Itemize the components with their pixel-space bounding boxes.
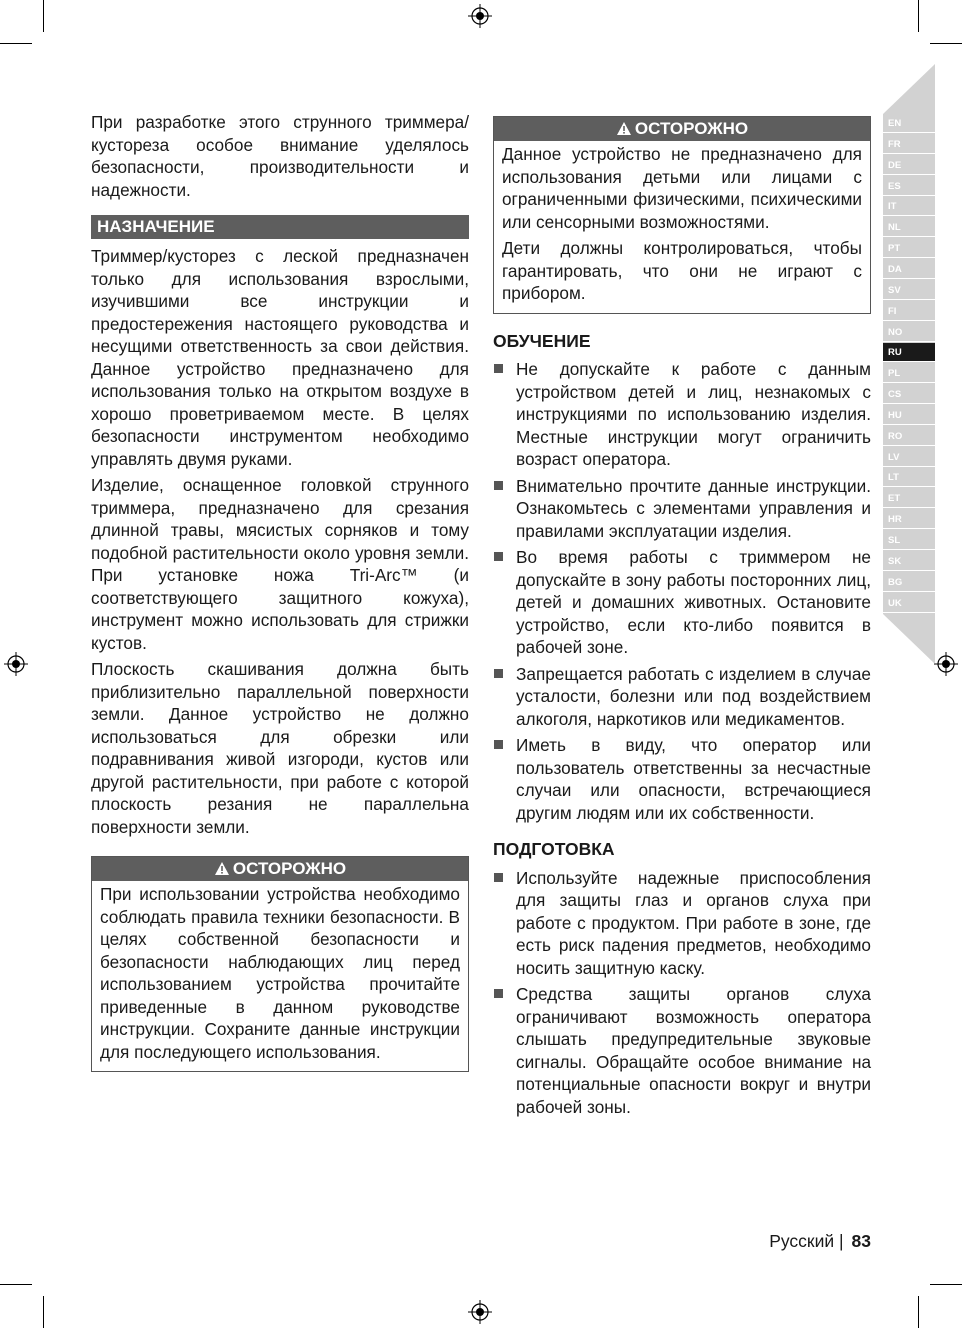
list-item: Не допускайте к работе с данным устройством детей и лиц, незнакомых с инструкциями по использованию изделия. Местные инструкции могут ограничить возраст оператора.	[493, 358, 871, 471]
warning-text: Дети должны контролироваться, чтобы гарантировать, что они не играют с прибором.	[502, 238, 862, 303]
language-tab-fi[interactable]: FI	[883, 302, 935, 321]
warning-text: Данное устройство не предназначено для использования детьми или лицами с ограниченными физическими, психическими или сенсорными возможностями.	[502, 144, 862, 232]
language-tab-sv[interactable]: SV	[883, 281, 935, 300]
page-footer	[769, 1230, 871, 1252]
language-tab-hu[interactable]: HU	[883, 406, 935, 425]
crop-mark	[918, 1296, 919, 1328]
language-tab-et[interactable]: ET	[883, 489, 935, 508]
language-tab-sl[interactable]: SL	[883, 531, 935, 550]
language-tab-pt[interactable]: PT	[883, 239, 935, 258]
registration-mark-icon	[4, 652, 28, 676]
bullet-square-icon	[494, 740, 503, 749]
bullet-square-icon	[494, 873, 503, 882]
crop-mark	[918, 0, 919, 32]
purpose-paragraph: Плоскость скашивания должна быть приблизительно параллельной поверхности земли. Данное устройство не должно использоваться для обрезки или подравнивания живой изгороди, кустов или другой растительности, при работе с которой плоскость резания не параллельна поверхности земли.	[91, 659, 469, 837]
language-tab-fr[interactable]: FR	[883, 135, 935, 154]
section-heading-purpose: НАЗНАЧЕНИЕ	[91, 215, 469, 239]
list-item: Средства защиты органов слуха ограничивают возможность оператора слышать предупредительные звуковые сигналы. Обращайте особое внимание на потенциальные опасности вокруг и внутри рабочей зоны.	[493, 983, 871, 1118]
language-tab-bg[interactable]: BG	[883, 573, 935, 592]
warning-triangle-icon	[214, 861, 230, 876]
bullet-square-icon	[494, 669, 503, 678]
language-tab-ro[interactable]: RO	[883, 427, 935, 446]
warning-title: ОСТОРОЖНО	[634, 119, 749, 138]
purpose-paragraph: Триммер/кусторез с леской предназначен только для использования взрослыми, изучившими все инструкции и предостережения настоящего руководства и несущими ответственность за свои действия. Данное устройство предназначено для использования только на открытом воздухе в хорошо проветриваемом месте. В целях безопасности инструментом необходимо управлять двумя руками.	[91, 246, 469, 469]
crop-mark	[930, 1284, 962, 1285]
bullet-square-icon	[494, 481, 503, 490]
footer-language: Русский |	[769, 1231, 844, 1251]
crop-mark	[0, 1284, 32, 1285]
language-tab-da[interactable]: DA	[883, 260, 935, 279]
language-tab-es[interactable]: ES	[883, 177, 935, 196]
warning-title: ОСТОРОЖНО	[232, 859, 347, 878]
left-column	[91, 111, 469, 1072]
crop-mark	[43, 1296, 44, 1328]
language-tab-no[interactable]: NO	[883, 323, 935, 342]
warning-header	[494, 117, 870, 141]
language-tab-it[interactable]: IT	[883, 197, 935, 216]
language-tab-lt[interactable]: LT	[883, 468, 935, 487]
warning-header	[92, 857, 468, 881]
crop-mark	[0, 43, 32, 44]
warning-box	[493, 116, 871, 314]
crop-mark	[43, 0, 44, 32]
language-tab-ru[interactable]: RU	[883, 343, 935, 362]
list-item: Используйте надежные приспособления для защиты глаз и органов слуха при работе с продуктом. При работе в зоне, где есть риск падения предметов, необходимо носить защитную каску.	[493, 867, 871, 980]
list-item: Иметь в виду, что оператор или пользователь ответственны за несчастные случаи или опасности, встречающиеся другим людям или их собственности.	[493, 734, 871, 824]
intro-paragraph: При разработке этого струнного триммера/кустореза особое внимание уделялось безопасности, производительности и надежности.	[91, 112, 469, 200]
language-tab-en[interactable]: EN	[883, 114, 935, 133]
language-tab-lv[interactable]: LV	[883, 448, 935, 467]
list-item: Внимательно прочтите данные инструкции. Ознакомьтесь с элементами управления и правилами эксплуатации изделия.	[493, 475, 871, 543]
language-tab-hr[interactable]: HR	[883, 510, 935, 529]
registration-mark-icon	[934, 652, 958, 676]
language-tab-de[interactable]: DE	[883, 156, 935, 175]
bullet-square-icon	[494, 989, 503, 998]
section-heading-preparation: ПОДГОТОВКА	[493, 839, 615, 859]
list-item: Запрещается работать с изделием в случае усталости, болезни или под воздействием алкоголя, наркотиков или медикаментов.	[493, 663, 871, 731]
right-column	[493, 116, 871, 1122]
language-tab-pl[interactable]: PL	[883, 364, 935, 383]
language-tab-nl[interactable]: NL	[883, 218, 935, 237]
page-number: 83	[851, 1231, 871, 1251]
purpose-paragraph: Изделие, оснащенное головкой струнного триммера, предназначено для срезания длинной травы, мясистых сорняков и тому подобной растительности около уровня земли. При установке ножа Tri-Arc™ (и соответствующего защитного кожуха), инструмент можно использовать для стрижки кустов.	[91, 475, 469, 653]
bullet-square-icon	[494, 364, 503, 373]
crop-mark	[930, 43, 962, 44]
warning-triangle-icon	[616, 121, 632, 136]
list-item: Во время работы с триммером не допускайте в зону работы посторонних лиц, детей и домашних животных. Остановите устройство, если кто-либо появится в рабочей зоне.	[493, 546, 871, 659]
registration-mark-icon	[468, 1300, 492, 1324]
language-tab-uk[interactable]: UK	[883, 594, 935, 613]
bullet-square-icon	[494, 552, 503, 561]
registration-mark-icon	[468, 4, 492, 28]
language-tab-cs[interactable]: CS	[883, 385, 935, 404]
section-heading-training: ОБУЧЕНИЕ	[493, 330, 591, 351]
warning-text: При использовании устройства необходимо соблюдать правила техники безопасности. В целях собственной безопасности и безопасности наблюдающих лиц перед использованием устройства прочитайте приведенные в данном руководстве инструкции. Сохраните данные инструкции для последующего использования.	[100, 884, 460, 1062]
warning-box	[91, 856, 469, 1072]
language-tab-sk[interactable]: SK	[883, 552, 935, 571]
